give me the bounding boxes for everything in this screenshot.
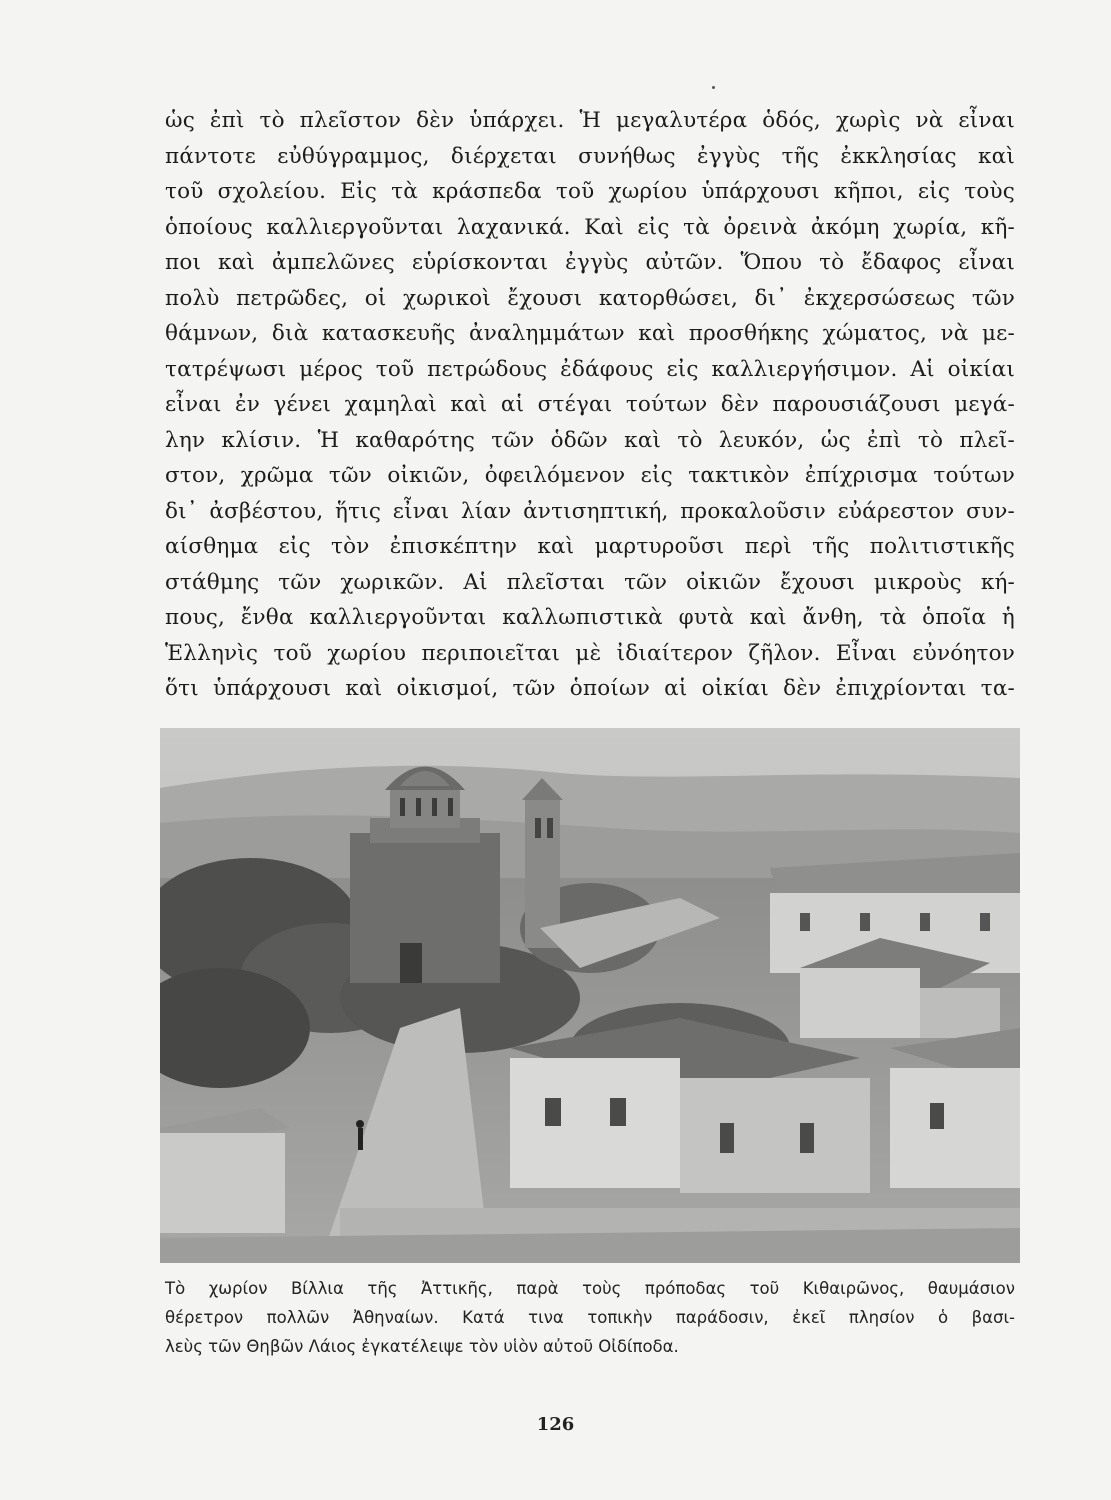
- body-line: στον, χρῶμα τῶν οἰκιῶν, ὀφειλόμενον εἰς τακτικὸν ἐπίχρισμα τούτων: [165, 463, 1015, 488]
- caption-line: θέρετρον πολλῶν Ἀθηναίων. Κατά τινα τοπικὴν παράδοσιν, ἐκεῖ πλησίον ὁ βασι-: [165, 1308, 1015, 1327]
- body-line: ποι καὶ ἀμπελῶνες εὑρίσκονται ἐγγὺς αὐτῶν. Ὅπου τὸ ἔδαφος εἶναι: [165, 250, 1015, 275]
- body-line: αίσθημα εἰς τὸν ἐπισκέπτην καὶ μαρτυροῦσι περὶ τῆς πολιτιστικῆς: [165, 534, 1015, 559]
- print-speck: [712, 86, 715, 89]
- body-line: θάμνων, διὰ κατασκευῆς ἀναλημμάτων καὶ προσθήκης χώματος, νὰ με-: [165, 321, 1015, 346]
- body-line: ὡς ἐπὶ τὸ πλεῖστον δὲν ὑπάρχει. Ἡ μεγαλυτέρα ὁδός, χωρὶς νὰ εἶναι: [165, 108, 1015, 133]
- village-photograph: [160, 728, 1020, 1263]
- body-line: εἶναι ἐν γένει χαμηλαὶ καὶ αἱ στέγαι τούτων δὲν παρουσιάζουσι μεγά-: [165, 392, 1015, 417]
- body-line: τοῦ σχολείου. Εἰς τὰ κράσπεδα τοῦ χωρίου ὑπάρχουσι κῆποι, εἰς τοὺς: [165, 179, 1015, 204]
- village-photograph-drawing: [160, 728, 1020, 1263]
- body-line: δι᾽ ἀσβέστου, ἥτις εἶναι λίαν ἀντισηπτική, προκαλοῦσιν εὐάρεστον συν-: [165, 498, 1015, 524]
- body-line: πάντοτε εὐθύγραμμος, διέρχεται συνήθως ἐγγὺς τῆς ἐκκλησίας καὶ: [165, 143, 1015, 169]
- body-line: πους, ἔνθα καλλιεργοῦνται καλλωπιστικὰ φυτὰ καὶ ἄνθη, τὰ ὁποῖα ἡ: [165, 605, 1015, 630]
- photo-caption: [165, 1274, 1015, 1361]
- caption-line: Τὸ χωρίον Βίλλια τῆς Ἀττικῆς, παρὰ τοὺς πρόποδας τοῦ Κιθαιρῶνος, θαυμάσιον: [165, 1279, 1015, 1298]
- body-line: τατρέψωσι μέρος τοῦ πετρώδους ἐδάφους εἰς καλλιεργήσιμον. Αἱ οἰκίαι: [165, 356, 1015, 382]
- body-line: λην κλίσιν. Ἡ καθαρότης τῶν ὁδῶν καὶ τὸ λευκόν, ὡς ἐπὶ τὸ πλεῖ-: [165, 427, 1015, 453]
- body-line: στάθμης τῶν χωρικῶν. Αἱ πλεῖσται τῶν οἰκιῶν ἔχουσι μικροὺς κή-: [165, 569, 1015, 595]
- body-line: Ἑλληνὶς τοῦ χωρίου περιποιεῖται μὲ ἰδιαίτερον ζῆλον. Εἶναι εὐνόητον: [165, 640, 1015, 666]
- page-number: 126: [536, 1414, 575, 1435]
- body-line: ὁποίους καλλιεργοῦνται λαχανικά. Καὶ εἰς τὰ ὀρεινὰ ἀκόμη χωρία, κῆ-: [165, 214, 1015, 240]
- body-line: πολὺ πετρῶδες, οἱ χωρικοὶ ἔχουσι κατορθώσει, δι᾽ ἐκχερσώσεως τῶν: [165, 285, 1015, 311]
- body-line: ὅτι ὑπάρχουσι καὶ οἰκισμοί, τῶν ὁποίων αἱ οἰκίαι δὲν ἐπιχρίονται τα-: [165, 676, 1015, 701]
- caption-line: λεὺς τῶν Θηβῶν Λάιος ἐγκατέλειψε τὸν υἱὸν αὐτοῦ Οἰδίποδα.: [165, 1337, 679, 1356]
- body-text: [165, 103, 1015, 707]
